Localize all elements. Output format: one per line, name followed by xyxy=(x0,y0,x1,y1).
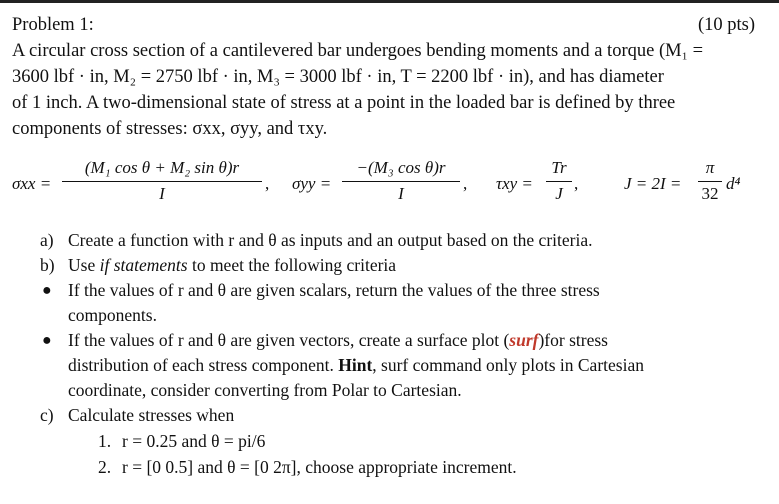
problem-points: (10 pts) xyxy=(697,15,755,35)
sigma-xx-denominator: I xyxy=(159,184,165,203)
item-b-pre: Use xyxy=(68,255,100,275)
sigma-yy-numerator: −(M₃ cos θ)r xyxy=(356,158,446,177)
item-b-marker: b) xyxy=(40,255,55,275)
j-denominator: 32 xyxy=(701,184,719,203)
problem-line-4: components of stresses: σxx, σyy, and τxy. xyxy=(12,119,328,139)
bullet-1-line-1: If the values of r and θ are given scalars, return the values of the three stress xyxy=(68,280,600,300)
item-c-text: Calculate stresses when xyxy=(68,405,235,425)
item-b-post: to meet the following criteria xyxy=(187,255,397,275)
fraction-bar xyxy=(62,181,262,182)
bullet-1-line-2: components. xyxy=(68,305,157,325)
bullet-2-line-3: coordinate, consider converting from Polar to Cartesian. xyxy=(68,380,462,400)
bullet-2-line-2-pre: distribution of each stress component. xyxy=(68,355,339,375)
sigma-xx-lhs: σxx = xyxy=(12,174,52,193)
tau-xy-fraction xyxy=(546,156,572,205)
item-a-text: Create a function with r and θ as inputs and an output based on the criteria. xyxy=(68,230,593,250)
problem-line-3: of 1 inch. A two-dimensional state of stress at a point in the loaded bar is defined by three xyxy=(12,93,676,113)
bullet-2-line-2 xyxy=(68,353,644,378)
bullet-2-icon: ● xyxy=(42,332,52,349)
problem-line-2: 3600 lbf · in, M₂ = 2750 lbf · in, M₃ = 3000 lbf · in, T = 2200 lbf · in), and has diameter xyxy=(12,67,664,87)
sigma-yy-lhs: σyy = xyxy=(292,174,332,193)
item-c2-marker: 2. xyxy=(98,457,112,477)
tau-xy-lhs: τxy = xyxy=(496,174,533,193)
j-lhs: J = 2I = xyxy=(624,174,682,193)
bullet-1-icon: ● xyxy=(42,282,52,299)
problem-header xyxy=(12,14,767,36)
item-a-marker: a) xyxy=(40,230,54,250)
sigma-xx-numerator: (M₁ cos θ + M₂ sin θ)r xyxy=(84,158,240,177)
item-c-marker: c) xyxy=(40,405,54,425)
problem-title: Problem 1: xyxy=(12,15,94,35)
hint-label: Hint xyxy=(338,355,373,375)
stress-equations xyxy=(0,156,779,212)
sigma-yy-denominator: I xyxy=(398,184,404,203)
j-fraction xyxy=(698,156,722,205)
fraction-bar xyxy=(698,181,722,182)
sigma-xx-fraction xyxy=(62,156,262,205)
problem-line-1: A circular cross section of a cantilevered bar undergoes bending moments and a torque (M₁ = xyxy=(12,41,704,61)
item-c1-text: r = 0.25 and θ = pi/6 xyxy=(122,431,266,451)
comma: , xyxy=(265,174,270,193)
item-b-text xyxy=(68,253,396,278)
top-rule xyxy=(0,0,779,3)
bullet-2-line-1 xyxy=(68,328,608,353)
comma: , xyxy=(574,174,579,193)
tau-xy-denominator: J xyxy=(555,184,563,203)
item-b-if-statements: if statements xyxy=(99,255,188,275)
bullet-2-pre: If the values of r and θ are given vectors, create a surface plot ( xyxy=(68,330,510,350)
fraction-bar xyxy=(546,181,572,182)
j-rhs: d⁴ xyxy=(726,174,741,193)
item-c1-marker: 1. xyxy=(98,431,112,451)
sigma-yy-fraction xyxy=(342,156,460,205)
comma: , xyxy=(463,174,468,193)
bullet-2-post: )for stress xyxy=(538,330,608,350)
item-c2-text: r = [0 0.5] and θ = [0 2π], choose appropriate increment. xyxy=(122,457,517,477)
j-numerator: π xyxy=(705,158,715,177)
surf-keyword: surf xyxy=(509,330,539,350)
bullet-2-line-2-post: , surf command only plots in Cartesian xyxy=(372,355,644,375)
fraction-bar xyxy=(342,181,460,182)
tau-xy-numerator: Tr xyxy=(551,158,567,177)
